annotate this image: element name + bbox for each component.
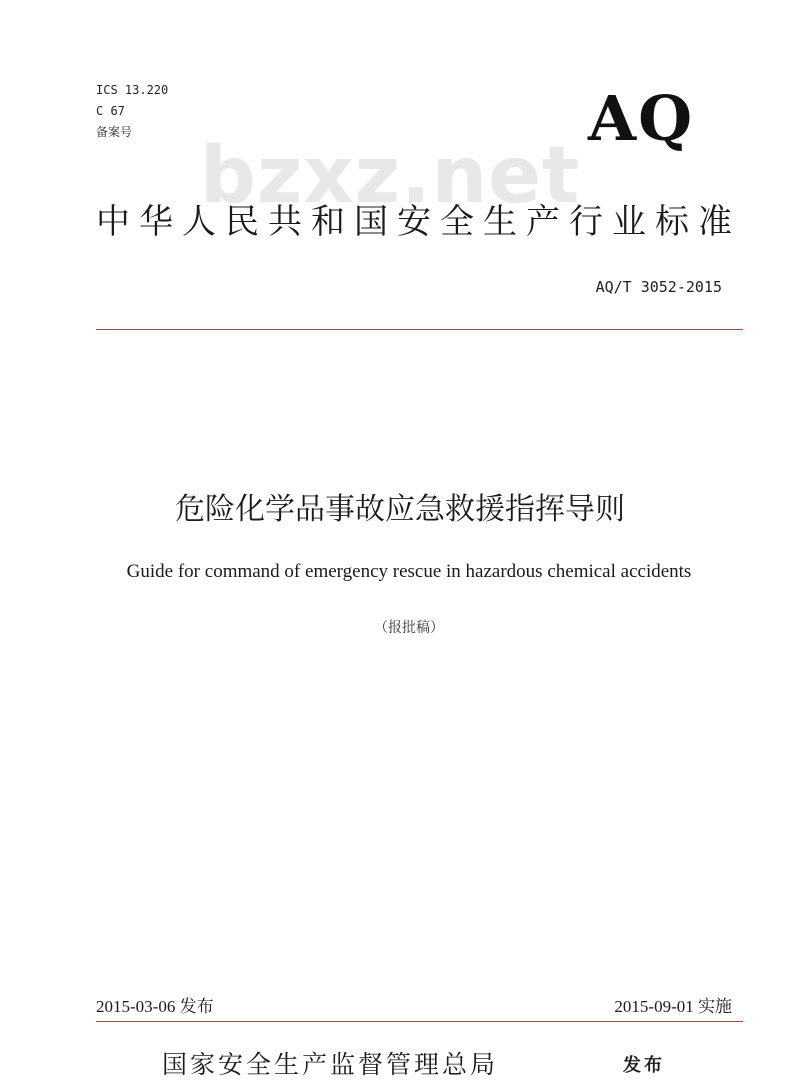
issuing-authority: 国家安全生产监督管理总局 — [162, 1050, 499, 1079]
document-title-en: Guide for command of emergency rescue in hazardous chemical accidents — [126, 561, 692, 582]
document-title-zh: 危险化学品事故应急救援指挥导则 — [175, 492, 625, 527]
document-status: （报批稿） — [374, 620, 444, 636]
aq-logo: AQ — [588, 82, 695, 155]
watermark: bzxz.net — [200, 131, 581, 221]
standard-category-title: 中华人民共和国安全生产行业标准 — [96, 202, 741, 242]
issued-label: 发布 — [623, 1055, 665, 1076]
ics-code: ICS 13.220 — [96, 83, 169, 97]
top-divider — [96, 329, 743, 330]
release-date: 2015-03-06 发布 — [96, 997, 214, 1016]
record-number-label: 备案号 — [96, 125, 133, 139]
implementation-date: 2015-09-01 实施 — [614, 997, 732, 1016]
ccs-code: C 67 — [96, 104, 125, 118]
standard-code: AQ/T 3052-2015 — [595, 278, 722, 296]
bottom-divider — [96, 1021, 743, 1022]
